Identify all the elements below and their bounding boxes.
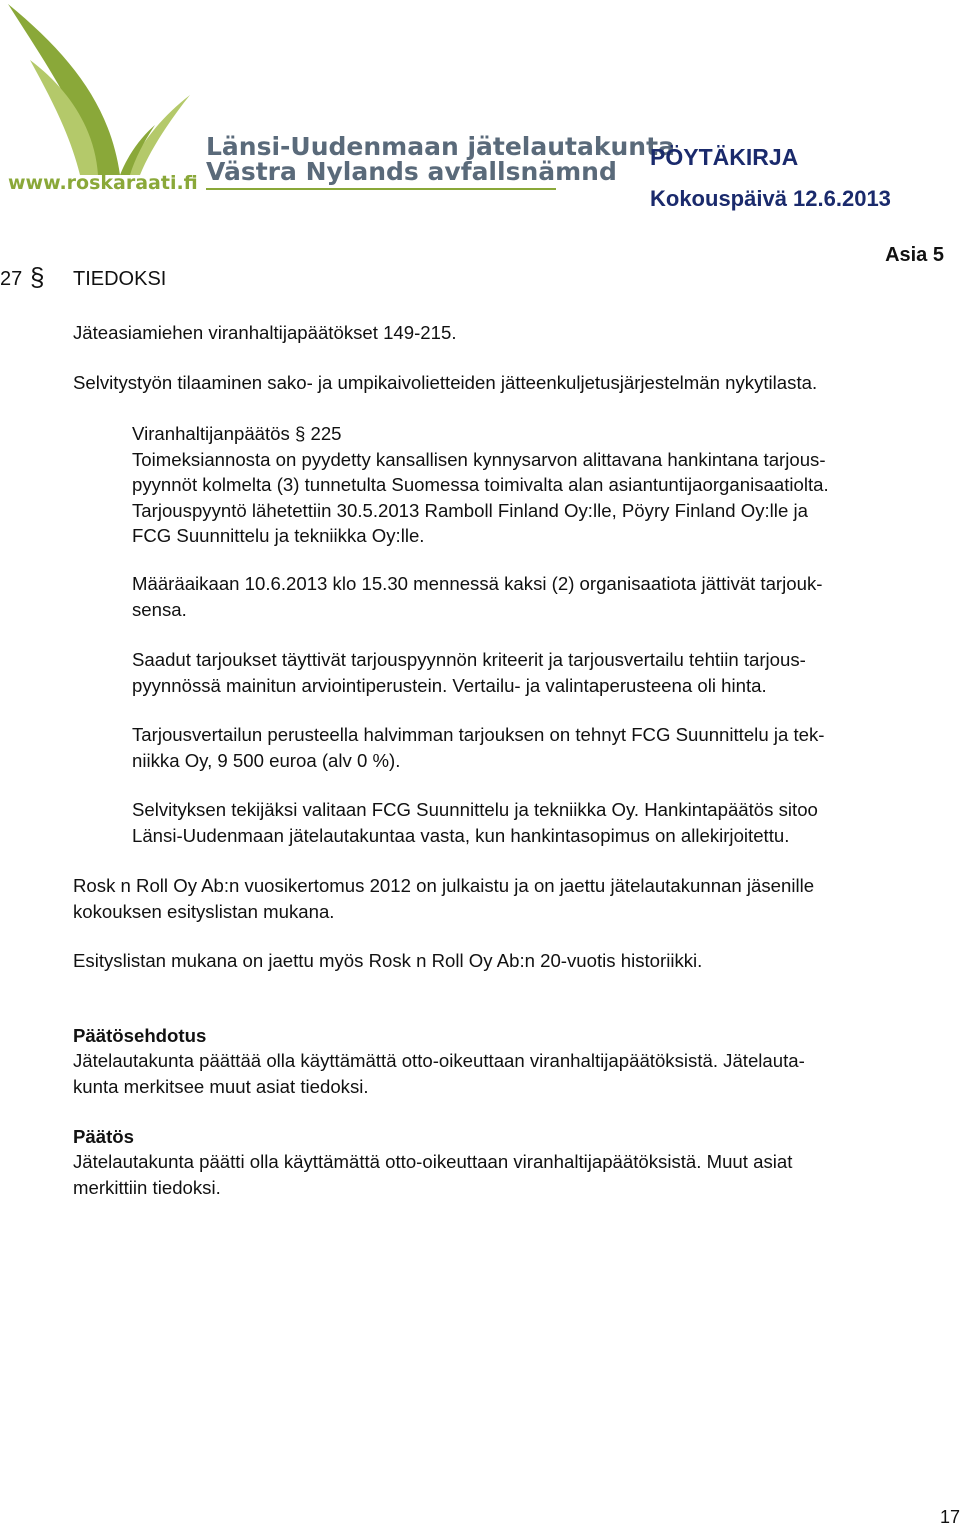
decision-text xyxy=(73,1149,943,1200)
website-link[interactable]: www.roskaraati.fi xyxy=(8,172,198,194)
text-line: kunta merkitsee muut asiat tiedoksi. xyxy=(73,1075,369,1097)
text-line: Määräaikaan 10.6.2013 klo 15.30 mennessä kaksi (2) organisaatiota jättivät tarjouk- xyxy=(132,573,823,594)
paragraph-survey-order: Selvitystyön tilaaminen sako- ja umpikaivolietteiden jätteenkuljetusjärjestelmän nykytilasta. xyxy=(73,372,818,393)
paragraph-decisions-range: Jäteasiamiehen viranhaltijapäätökset 149-215. xyxy=(73,322,457,343)
leaf-logo-icon xyxy=(0,0,200,200)
document-type: PÖYTÄKIRJA xyxy=(650,144,799,170)
paragraph-annual-report xyxy=(73,873,943,924)
text-line: Tarjouspyyntö lähetettiin 30.5.2013 Ramboll Finland Oy:lle, Pöyry Finland Oy:lle ja xyxy=(132,499,808,521)
page-number: 17 xyxy=(939,1507,960,1527)
paragraph-comparison xyxy=(132,722,947,773)
org-logo xyxy=(0,0,675,200)
proposal-text xyxy=(73,1048,943,1099)
text-line: Tarjousvertailun perusteella halvimman tarjouksen on tehnyt FCG Suunnittelu ja tek- xyxy=(132,724,825,745)
text-line: Länsi-Uudenmaan jätelautakuntaa vasta, kun hankintasopimus on allekirjoitettu. xyxy=(132,824,790,846)
text-line: Rosk n Roll Oy Ab:n vuosikertomus 2012 on julkaistu ja on jaettu jätelautakunnan jäsenille xyxy=(73,875,815,896)
item-label: Asia 5 xyxy=(885,244,944,266)
org-name-fi: Länsi-Uudenmaan jätelautakunta xyxy=(206,132,675,161)
text-line: sensa. xyxy=(132,598,187,620)
text-line: Toimeksiannosta on pyydetty kansallisen kynnysarvon alittavana hankintana tarjous- xyxy=(132,448,826,470)
logo-divider xyxy=(206,188,556,190)
meeting-date: Kokouspäivä 12.6.2013 xyxy=(650,186,891,211)
paragraph-history: Esityslistan mukana on jaettu myös Rosk n Roll Oy Ab:n 20-vuotis historiikki. xyxy=(73,950,703,971)
text-line: merkittiin tiedoksi. xyxy=(73,1176,221,1198)
text-line: Jätelautakunta päätti olla käyttämättä otto-oikeuttaan viranhaltijapäätöksistä. Muut asiat xyxy=(73,1151,793,1172)
decision-heading: Päätös xyxy=(73,1126,134,1147)
text-line: FCG Suunnittelu ja tekniikka Oy:lle. xyxy=(132,525,425,546)
text-line: Jätelautakunta päättää olla käyttämättä otto-oikeuttaan viranhaltijapäätöksistä. Jätelauta- xyxy=(73,1050,805,1071)
text-line: niikka Oy, 9 500 euroa (alv 0 %). xyxy=(132,749,401,771)
text-line: kokouksen esityslistan mukana. xyxy=(73,900,335,922)
org-name-sv: Västra Nylands avfallsnämnd xyxy=(206,157,617,186)
text-line: pyynnössä mainitun arviointiperustein. Vertailu- ja valintaperusteena oli hinta. xyxy=(132,674,767,696)
proposal-heading: Päätösehdotus xyxy=(73,1025,207,1046)
paragraph-official-decision xyxy=(132,421,947,549)
paragraph-offers xyxy=(132,647,947,698)
section-number: 27 xyxy=(0,268,23,290)
text-line: Viranhaltijanpäätös § 225 xyxy=(132,423,342,444)
section-sign: § xyxy=(30,262,45,292)
paragraph-deadline xyxy=(132,571,947,622)
section-title: TIEDOKSI xyxy=(73,268,167,290)
paragraph-selection xyxy=(132,797,947,848)
text-line: Selvityksen tekijäksi valitaan FCG Suunnittelu ja tekniikka Oy. Hankintapäätös sitoo xyxy=(132,799,818,820)
text-line: Saadut tarjoukset täyttivät tarjouspyynnön kriteerit ja tarjousvertailu tehtiin tarjous- xyxy=(132,649,806,670)
text-line: pyynnöt kolmelta (3) tunnetulta Suomessa toimivalta alan asiantuntijaorganisaatiolta. xyxy=(132,474,829,495)
